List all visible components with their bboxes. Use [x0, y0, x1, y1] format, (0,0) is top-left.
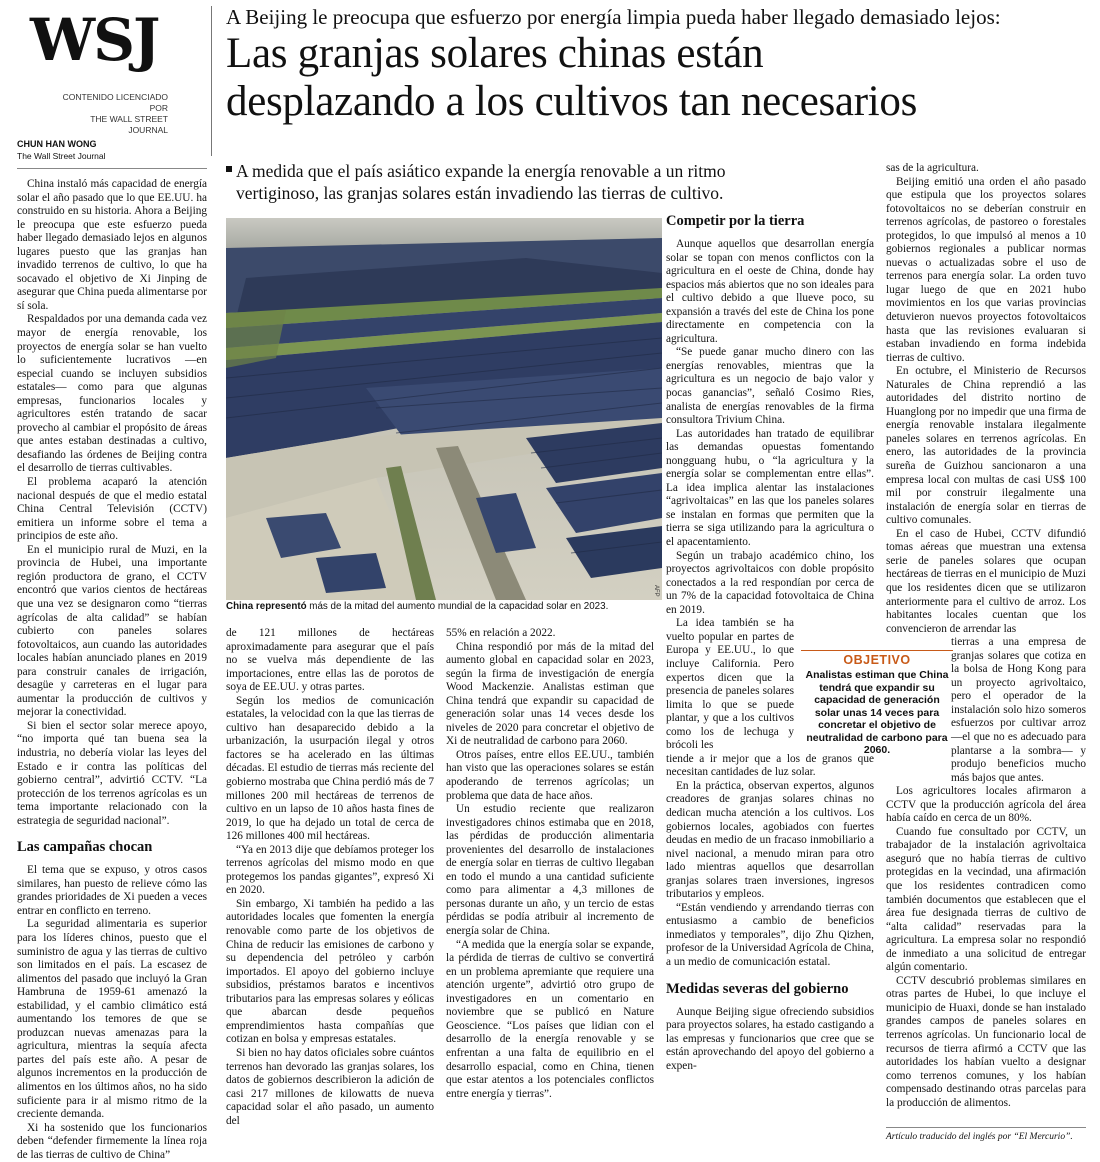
paragraph: Aunque Beijing sigue ofreciendo subsidios para proyectos solares, ha estado castigando a las empresas y funcionarios que cree que se están aprovechando del apoyo del gobierno a expen-: [666, 1005, 874, 1072]
paragraph: “Se puede ganar mucho dinero con las energías renovables, mientras que la agricultura es un negocio de bajo valor y pocas ganancias”, señaló Cosimo Ries, analista de energías renovables de la firma consultora Trivium China.: [666, 346, 874, 427]
masthead-divider: [211, 6, 212, 156]
col5-narrow: [951, 636, 1086, 785]
col1-body: [17, 178, 207, 828]
paragraph: La seguridad alimentaria es superior para los líderes chinos, puesto que el suministro de agua y las tierras de cultivo son limitados en el país. La escasez de alimentos del pasado que incluyó la Gran Hambruna de 1959-61 amenazó la estabilidad, y el cambio climático está aumentando los temores de que se produzcan nuevas amenazas para la agricultura, mientras la sequía afecta partes del país este año. A pesar de algunos incrementos en la producción de alimentos en los últimos años, no ha sido suficiente para ir al mismo ritmo de la creciente demanda.: [17, 918, 207, 1121]
paragraph: Cuando fue consultado por CCTV, un trabajador de la instalación agrivoltaica aseguró que no había tierras de cultivo protegidas en la vecindad, una afirmación que los residentes contradicen como también documentos que establecen que el área fue designada tierras de cultivo de “alta calidad” reservadas para la agricultura. La empresa solar no respondió de inmediato a una solicitud de entregar algún comentario.: [886, 825, 1086, 974]
photo-caption: [226, 601, 662, 613]
column-4: [666, 212, 874, 1073]
paragraph: tierras a una empresa de granjas solares que cotiza en la bolsa de Hong Kong para un proyecto agrivoltaico, pero el operador de la instalación solo hizo someros esfuerzos por cultivar arroz —el que no es adecuado para plantarse a la sombra— y produjo beneficios mucho más bajos que antes.: [951, 636, 1086, 784]
col4-narrow: [666, 617, 794, 752]
byline-publication: The Wall Street Journal: [17, 151, 106, 161]
license-line-2: THE WALL STREET JOURNAL: [90, 114, 168, 135]
paragraph: En octubre, el Ministerio de Recursos Naturales de China reprendió a las autoridades del distrito nortino de Huanglong por no impedir que una firma de energía renovable instalara ilegalmente paneles solares en terrenos agrícolas. En enero, las autoridades de la provincia sureña de Guizhou sancionaron a una empresa local con multas de casi US$ 100 mil por construir ilegalmente una instalación de energía solar en tierras de cultivo comunales.: [886, 365, 1086, 527]
paragraph: En el municipio rural de Muzi, en la provincia de Hubei, una importante región productora de grano, el CCTV encontró que varios cientos de hectáreas que una vez se designaron como “tierras agrícolas de alta calidad” se habían cubierto con paneles solares fotovoltaicos, aun cuando las autoridades locales habían anunciado planes en 2019 para construir canales de irrigación, desagüe y carreteras en el lugar para aumentar la producción de cultivos y mejorar la conectividad.: [17, 543, 207, 719]
paragraph: Un estudio reciente que realizaron investigadores chinos estimaba que en 2018, las pérdidas de producción alimentaria provenientes del desarrollo de instalaciones de energía solar en tierras de cultivo llegaban en todo el mundo a una cantidad suficiente como para alimentar a 4,3 millones de personas durante un año, y un tercio de estas pérdidas se podía atribuir al incremento de energía solar de China.: [446, 803, 654, 938]
solar-farm-photo: [226, 218, 662, 600]
license-note: [52, 92, 168, 136]
paragraph: Los agricultores locales afirmaron a CCTV que la producción agrícola del área había caído en cerca de un 80%.: [886, 785, 1086, 825]
footnote-rule: [886, 1127, 1086, 1128]
headline: [226, 30, 1096, 126]
paragraph: “A medida que la energía solar se expande, la pérdida de tierras de cultivo se convertirá en un problema apremiante que requiere una atención urgente”, advirtió otro grupo de investigadores en un comentario en noviembre que se publicó en Nature Geoscience. “Los países que lidian con el desarrollo de la energía renovable y se enfrentan a una falta de equilibrio en el desarrollo espacial, como en China, tienen que estar atentos a los potenciales conflictos entre energía y tierras”.: [446, 938, 654, 1100]
paragraph: “Ya en 2013 dije que debíamos proteger los terrenos agrícolas del mismo modo en que protegemos los pandas gigantes”, expresó Xi en 2020.: [226, 843, 434, 897]
paragraph: CCTV descubrió problemas similares en otras partes de Hubei, lo que incluye el municipio de Huaxi, donde se han instalado grandes campos de paneles solares en terrenos agrícolas. Un funcionario local de recursos de tierra afirmó a CCTV que las autoridades los habían vuelto a designar como terrenos comunes, y los habían compensado destinando otras parcelas para la producción de alimentos.: [886, 974, 1086, 1109]
caption-text: más de la mitad del aumento mundial de la capacidad solar en 2023.: [306, 601, 609, 612]
paragraph: sas de la agricultura.: [886, 162, 979, 174]
caption-lead: China representó: [226, 601, 307, 612]
paragraph: de 121 millones de hectáreas aproximadamente para asegurar que el país no se vuelva más dependiente de las importaciones, entre ellas las de porotos de soya de EE.UU. y otras partes.: [226, 627, 434, 694]
deck-bullet-icon: [226, 166, 232, 172]
paragraph: Beijing emitió una orden el año pasado que estipula que los proyectos solares fotovoltaicos no se deberían construir en terrenos agrícolas, de pastoreo o forestales protegidos, lo que impulsó al menos a 10 gobiernos regionales a publicar normas nuevas o actualizadas sobre el uso de terrenos para energía solar. La orden tuvo lugar luego de que en 2021 hubo movimientos en los que varias provincias detuvieron nuevos proyectos fotovoltaicos hasta que las revisiones evaluaran si estaban invadiendo en forma indebida tierras de cultivo.: [886, 175, 1086, 364]
paragraph: 55% en relación a 2022.: [446, 627, 556, 639]
paragraph: China instaló más capacidad de energía solar el año pasado que lo que EE.UU. ha construido en su historia. Ahora a Beijing le preocupa que este esfuerzo pueda haber llegado demasiado lejos en algunos lugares puesto que las granjas han invadido terrenos de cultivo, lo que ha socavado el objetivo de Xi Jinping de asegurar que China pueda alimentarse por sí sola.: [17, 178, 207, 312]
paragraph: “Están vendiendo y arrendando tierras con entusiasmo a cambio de beneficios inmediatos y temporales”, dijo Zhu Qizhen, profesor de la Universidad Agrícola de China, a un medio de comunicación estatal.: [666, 901, 874, 968]
headline-line-1: Las granjas solares chinas están: [226, 30, 764, 77]
paragraph: Aunque aquellos que desarrollan energía solar se topan con menos conflictos con la agricultura en el oeste de China, donde hay espacios más abiertos que no son ideales para el cultivo debido a que llueve poco, su expansión a través del este de China los pone directamente en competencia con la agricultura.: [666, 238, 874, 345]
deck-line-2: vertiginoso, las granjas solares están invadiendo las tierras de cultivo.: [236, 183, 724, 203]
column-5: [886, 162, 1086, 1110]
paragraph: El problema acaparó la atención nacional después de que el medio estatal China Central Televisión (CCTV) emitiera un informe sobre el tema a principios de este año.: [17, 476, 207, 543]
license-line-1: CONTENIDO LICENCIADO POR: [62, 92, 168, 113]
paragraph: La idea también se ha vuelto popular en partes de Europa y EE.UU., lo que incluye California. Pero expertos dicen que la presencia de paneles solares limita lo que se puede plantar, y que a los cultivos como los de lechuga y brócoli les: [666, 617, 794, 752]
paragraph: Según un trabajo académico chino, los proyectos agrivoltaicos con doble propósito conectados a la red respondían por cerca de un 7% de la capacidad fotovoltaica de China en 2019.: [666, 549, 874, 616]
headline-line-2: desplazando a los cultivos tan necesarios: [226, 78, 918, 125]
deck-line-1: A medida que el país asiático expande la energía renovable a un ritmo: [236, 161, 726, 181]
subhead-campanas: Las campañas chocan: [17, 839, 153, 856]
paragraph: Si bien el sector solar merece apoyo, “no importa qué tan buena sea la industria, no debería violar las leyes del Estado e ir contra las políticas del gobierno central”, advirtió CCTV. “La protección de los terrenos agrícolas es un tema importante relacionado con la estrategia de seguridad nacional”.: [17, 719, 207, 827]
col1-body-2: [17, 864, 207, 1162]
paragraph: Otros países, entre ellos EE.UU., también han visto que las operaciones solares se están apoderando de terrenos agrícolas; un problema que data de hace años.: [446, 748, 654, 802]
column-2: [226, 627, 434, 1128]
translation-note: Artículo traducido del inglés por “El Mercurio”.: [886, 1132, 1073, 1142]
paragraph: El tema que se expuso, y otros casos similares, han puesto de relieve cómo las grandes prioridades de Xi pueden a veces entrar en conflicto en terreno.: [17, 864, 207, 917]
paragraph: Según los medios de comunicación estatales, la velocidad con la que las tierras de cultivo han desaparecido debido a la urbanización, la usurpación ilegal y otros factores se ha acelerado en las últimas décadas. El estudio de tierras más reciente del gobierno mostraba que China perdió más de 7 millones 200 mil hectáreas de terrenos de cultivo en un lapso de 10 años hasta fines de 2019, lo que ha dejado un total de cerca de 126 millones 400 mil hectáreas.: [226, 694, 434, 843]
column-3: [446, 627, 654, 1101]
paragraph: Si bien no hay datos oficiales sobre cuántos terrenos han devorado las granjas solares, los datos de gobiernos describieron la adición de casi 217 millones de kilowatts de nueva capacidad solar el año pasado, un aumento del: [226, 1046, 434, 1127]
solar-farm-illustration: [226, 218, 662, 600]
wsj-logo: WSJ: [30, 6, 159, 74]
subhead-competir: Competir por la tierra: [666, 213, 805, 229]
paragraph: tiende a ir mejor que a los de granos que necesitan cantidades de luz solar.: [666, 752, 874, 779]
subhead-medidas: Medidas severas del gobierno: [666, 980, 849, 997]
paragraph: Respaldados por una demanda cada vez mayor de energía renovable, los proyectos de energía solar se han vuelto lo suficientemente lucrativos —en especial cuando se incluyen subsidios estatales— como para que algunas empresas, funcionarios locales y agricultores estén tratando de sacar provecho al cambiar el propósito de áreas que antes estaban destinadas a cultivo, desafiando las órdenes de Beijing contra el desarrollo de tierras cultivables.: [17, 313, 207, 475]
photo-credit: AFP: [653, 585, 659, 597]
paragraph: Las autoridades han tratado de equilibrar las demandas opuestas fomentando nongguang hubu, o “la agricultura y la energía solar se complementan entre ellas”. La idea implica alentar las instalaciones “agrivoltaicas” en las que los paneles solares se instalan en formas que permiten que la tierra se siga utilizando para la agricultura o el apacentamiento.: [666, 427, 874, 549]
paragraph: En la práctica, observan expertos, algunos creadores de granjas solares chinas no dedican mucha atención a los cultivos. Los gobiernos locales, agobiados con fuertes deudas en medio de un fracaso inmobiliario a nivel nacional, a menudo miran para otro lado mientras aquellos que desarrollan granjas solares traen inversiones, ingresos tributarios y empleos.: [666, 779, 874, 901]
byline-rule: [17, 168, 207, 169]
paragraph: En el caso de Hubei, CCTV difundió tomas aéreas que muestran una extensa serie de paneles solares que ocupan hectáreas de tierras en el municipio de Muzi que los residentes dicen que se utilizaron anteriormente para el cultivo de arroz. Los habitantes locales cuentan que los convencieron de arrendar las: [886, 527, 1086, 635]
paragraph: Sin embargo, Xi también ha pedido a las autoridades locales que fomenten la energía renovable como parte de los objetivos de China de reducir las emisiones de carbono y su dependencia del petróleo y carbón importados. El apoyo del gobierno incluye subsidios, préstamos baratos e incentivos tributarios para las empresas solares y eólicas que abarcan desde pequeños emprendimientos hasta compañías que cotizan en bolsa y empresas estatales.: [226, 897, 434, 1046]
callout-label: OBJETIVO: [801, 650, 953, 667]
kicker: A Beijing le preocupa que esfuerzo por energía limpia pueda haber llegado demasiado lejos:: [226, 5, 1001, 29]
deck: [236, 160, 886, 204]
byline-author: CHUN HAN WONG: [17, 139, 97, 149]
paragraph: Xi ha sostenido que los funcionarios deben “defender firmemente la línea roja de las tierras de cultivo de China”: [17, 1121, 207, 1161]
callout-text: Analistas estiman que China tendrá que expandir su capacidad de generación solar unas 14 veces para concretar el objetivo de neutralidad de carbono para 2060.: [805, 669, 949, 756]
column-1: [17, 178, 207, 1162]
paragraph: China respondió por más de la mitad del aumento global en capacidad solar en 2023, según la firma de investigación de energía Wood Mackenzie. Analistas estiman que China tendrá que expandir su capacidad de generación solar unas 14 veces desde los niveles de 2020 para concretar el objetivo de Xi de neutralidad de carbono para 2060.: [446, 640, 654, 748]
